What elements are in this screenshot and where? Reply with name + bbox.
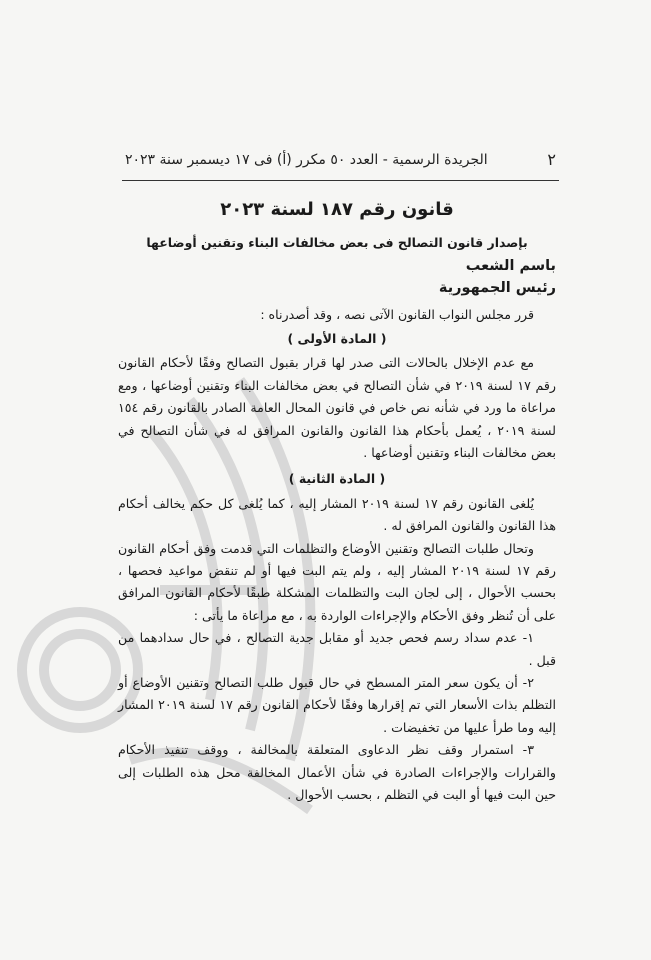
page-number: ٢	[547, 150, 556, 169]
article-2-paragraph-2: وتحال طلبات التصالح وتقنين الأوضاع والتظلمات التي قدمت وفق أحكام القانون رقم ١٧ لسنة ٢٠١٩ المشار إليه ، ولم يتم البت فيها أو لم تنقض مواعيد فحصها ، بحسب الأحوال ، إلى لجان البت والتظلمات المشكلة طبقًا لأحكام القانون المرافق على أن تُنظر وفق الأحكام والإجراءات الواردة به ، مع مراعاة ما يأتى :	[118, 540, 556, 623]
president-line: رئيس الجمهورية	[438, 280, 556, 297]
article-1-paragraph: مع عدم الإخلال بالحالات التى صدر لها قرار بقبول التصالح وفقًا لأحكام القانون رقم ١٧ لسنة ٢٠١٩ في شأن التصالح في بعض مخالفات البناء وتقنين أوضاعها ، ومع مراعاة ما ورد في شأنه نص خاص في قانون المحال العامة الصادر بالقانون رقم ١٥٤ لسنة ٢٠١٩ ، يُعمل بأحكام هذا القانون والقانون المرافق له في شأن التصالح في بعض مخالفات البناء وتقنين أوضاعها .	[118, 355, 556, 461]
article-2-item-3: ٣- استمرار وقف نظر الدعاوى المتعلقة بالمخالفة ، ووقف تنفيذ الأحكام والقرارات والإجراءات الصادرة في شأن الأعمال المخالفة محل هذه الطلبات إلى حين البت فيها أو البت في التظلم ، بحسب الأحوال .	[118, 742, 556, 802]
article-2-paragraph-1: يُلغى القانون رقم ١٧ لسنة ٢٠١٩ المشار إليه ، كما يُلغى كل حكم يخالف أحكام هذا القانون والقانون المرافق له .	[118, 495, 556, 534]
article-2-item-1: ١- عدم سداد رسم فحص جديد أو مقابل جدية التصالح ، في حال سدادهما من قبل .	[118, 630, 556, 668]
header-rule	[122, 180, 559, 181]
in-the-name-of-people: باسم الشعب	[465, 258, 556, 275]
article-2-item-2: ٢- أن يكون سعر المتر المسطح في حال قبول طلب التصالح وتقنين الأوضاع أو التظلم بذات الأسعار التي تم إقرارها وفقًا لأحكام القانون رقم ١٧ لسنة ٢٠١٩ المشار إليه وما طرأ عليها من تخفيضات .	[118, 674, 557, 735]
article-2-heading: ( المادة الثانية )	[288, 471, 386, 487]
running-header	[125, 150, 556, 169]
preamble: قرر مجلس النواب القانون الآتى نصه ، وقد أصدرناه :	[260, 306, 534, 322]
law-title: قانون رقم ١٨٧ لسنة ٢٠٢٣	[220, 199, 454, 220]
document-body	[118, 194, 556, 806]
law-subtitle: بإصدار قانون التصالح فى بعض مخالفات البناء وتقنين أوضاعها	[146, 235, 528, 251]
gazette-line: الجريدة الرسمية - العدد ٥٠ مكرر (أ) فى ١٧ ديسمبر سنة ٢٠٢٣	[125, 151, 488, 168]
article-1-heading: ( المادة الأولى )	[287, 331, 387, 347]
